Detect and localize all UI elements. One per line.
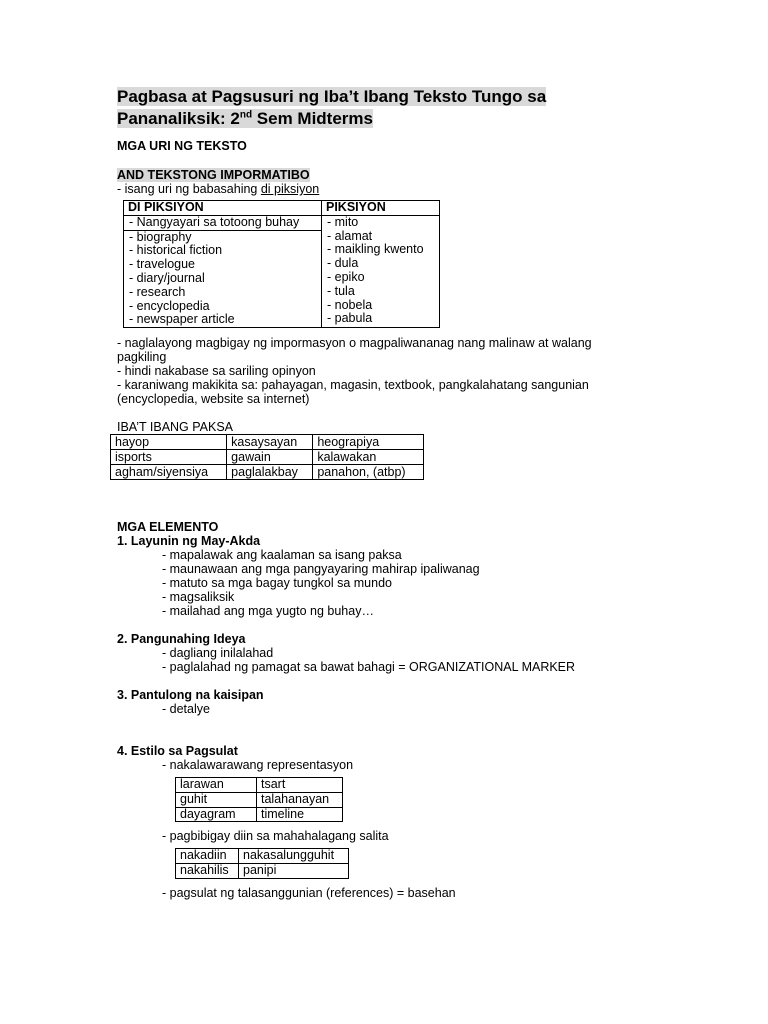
table-cell: kalawakan [313, 450, 424, 465]
note-line: - hindi nakabase sa sariling opinyon [117, 364, 316, 378]
title-line-2-text: Pananaliksik: 2 [117, 109, 240, 128]
table-row [111, 435, 424, 450]
table-cell: larawan [176, 778, 257, 793]
title-line-2-suffix: Sem Midterms [252, 109, 373, 128]
list-item: - Nangyayari sa totoong buhay [124, 216, 321, 231]
element-point: - paglalahad ng pamagat sa bawat bahagi = ORGANIZATIONAL MARKER [162, 660, 576, 674]
piksiyon-cell [322, 215, 440, 327]
element-point: - dagliang inilalahad [162, 646, 274, 660]
table-row [176, 778, 343, 793]
element-point: - nakalawarawang representasyon [162, 758, 354, 772]
element-point: - pagbibigay diin sa mahahalagang salita [162, 829, 389, 843]
informatibo-heading [117, 168, 310, 182]
table-cell: nakasalungguhit [239, 849, 349, 864]
genre-table [123, 200, 440, 328]
table-cell: panipi [239, 863, 349, 878]
list-item: - maikling kwento [327, 242, 424, 257]
element-point: - magsaliksik [162, 590, 235, 604]
di-piksiyon-cell [124, 215, 322, 327]
table-cell: tsart [257, 778, 343, 793]
table-cell: dayagram [176, 807, 257, 822]
table-cell: nakadiin [176, 849, 239, 864]
list-item: - nobela [327, 297, 373, 312]
list-item: - pabula [327, 311, 373, 326]
table-cell: agham/siyensiya [111, 465, 227, 480]
list-item: - newspaper article [129, 312, 235, 327]
list-item: - mito [327, 214, 359, 229]
table-header-di-piksiyon: DI PIKSIYON [124, 201, 322, 216]
list-item: - epiko [327, 269, 365, 284]
table-cell: guhit [176, 792, 257, 807]
definition-text: - isang uri ng babasahing [117, 182, 261, 196]
table-cell: kasaysayan [227, 435, 313, 450]
topics-table [110, 434, 424, 480]
table-row [111, 465, 424, 480]
element-point: - mailahad ang mga yugto ng buhay… [162, 604, 374, 618]
paksa-heading: IBA’T IBANG PAKSA [117, 420, 234, 434]
element-point: - pagsulat ng talasanggunian (references) = basehan [162, 886, 456, 900]
note-line: pagkiling [117, 350, 167, 364]
elemento-heading: MGA ELEMENTO [117, 520, 219, 534]
table-cell: isports [111, 450, 227, 465]
element-point: - maunawaan ang mga pangyayaring mahirap ipaliwanag [162, 562, 480, 576]
definition-underlined: di piksiyon [260, 182, 320, 196]
list-item: - diary/journal [129, 270, 205, 285]
note-line: (encyclopedia, website sa internet) [117, 392, 310, 406]
list-item: - historical fiction [129, 243, 223, 258]
table-cell: gawain [227, 450, 313, 465]
table-cell: paglalakbay [227, 465, 313, 480]
page-title [117, 86, 677, 130]
section-heading: MGA URI NG TEKSTO [117, 139, 247, 153]
element-2-title: 2. Pangunahing Ideya [117, 632, 246, 646]
element-point: - matuto sa mga bagay tungkol sa mundo [162, 576, 392, 590]
table-header-piksiyon: PIKSIYON [322, 201, 440, 216]
title-line-1: Pagbasa at Pagsusuri ng Iba’t Ibang Teksto Tungo sa [117, 87, 547, 106]
list-item: - dula [327, 256, 359, 271]
element-point: - detalye [162, 702, 210, 716]
title-superscript: nd [239, 109, 253, 121]
element-4-title: 4. Estilo sa Pagsulat [117, 744, 238, 758]
element-point: - mapalawak ang kaalaman sa isang paksa [162, 548, 402, 562]
element-1-title: 1. Layunin ng May-Akda [117, 534, 261, 548]
table-cell: timeline [257, 807, 343, 822]
list-item: - research [129, 284, 186, 299]
table-cell: talahanayan [257, 792, 343, 807]
table-cell: nakahilis [176, 863, 239, 878]
table-cell: panahon, (atbp) [313, 465, 424, 480]
list-item: - alamat [327, 228, 373, 243]
list-item: - encyclopedia [129, 298, 210, 313]
title-line-2 [117, 109, 373, 128]
emphasis-table [175, 848, 349, 879]
table-row [111, 450, 424, 465]
note-line: - naglalayong magbigay ng impormasyon o magpaliwananag nang malinaw at walang [117, 336, 592, 350]
list-item: - biography [129, 229, 192, 244]
list-item: - tula [327, 283, 355, 298]
element-3-title: 3. Pantulong na kaisipan [117, 688, 264, 702]
visual-table [175, 777, 343, 822]
table-cell: hayop [111, 435, 227, 450]
table-row [176, 792, 343, 807]
table-cell: heograpiya [313, 435, 424, 450]
informatibo-definition [117, 182, 319, 196]
table-row [176, 849, 349, 864]
table-row [176, 807, 343, 822]
list-item: - travelogue [129, 257, 196, 272]
note-line: - karaniwang makikita sa: pahayagan, magasin, textbook, pangkalahatang sangunian [117, 378, 589, 392]
table-row [176, 863, 349, 878]
informatibo-heading-text: AND TEKSTONG IMPORMATIBO [117, 168, 310, 182]
